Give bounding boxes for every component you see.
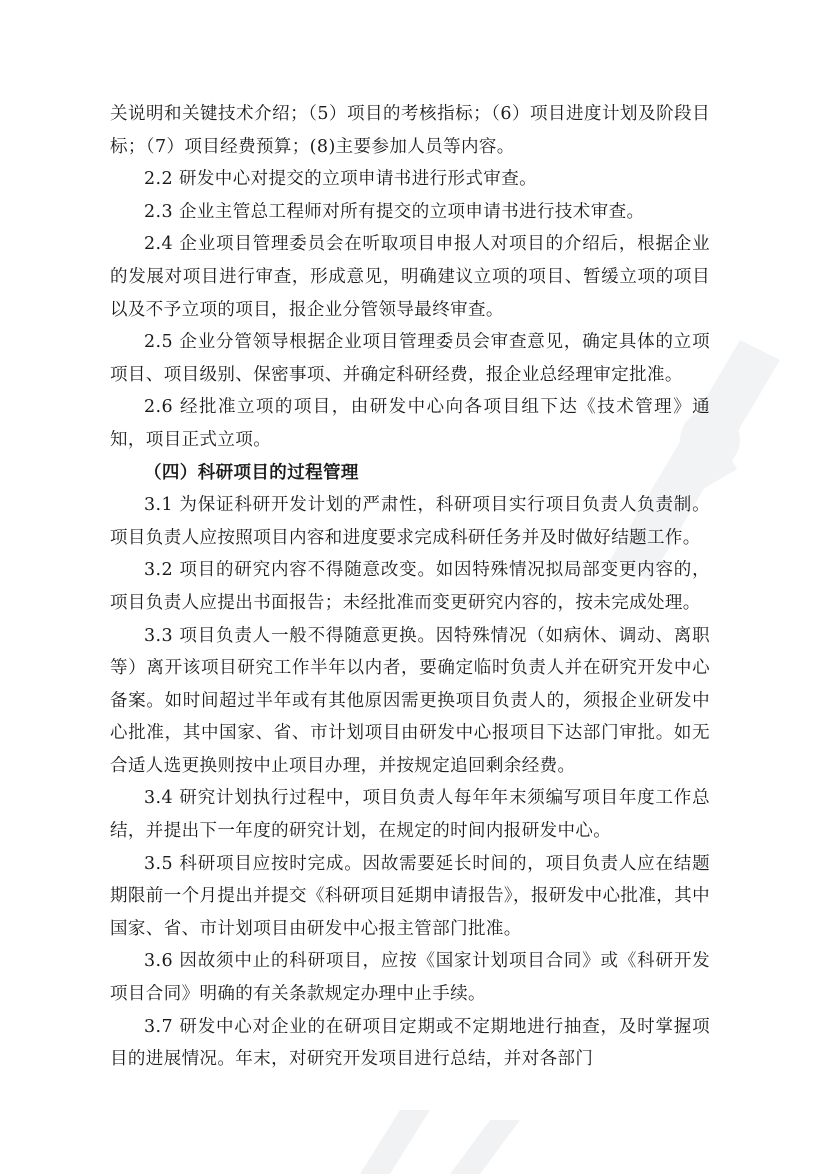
paragraph-2-6: 2.6 经批准立项的项目，由研发中心向各项目组下达《技术管理》通知，项目正式立项。 xyxy=(110,397,710,450)
paragraph-continuation: 关说明和关键技术介绍；（5）项目的考核指标；（6）项目进度计划及阶段目标；（7）项目经费预算；(8)主要参加人员等内容。 xyxy=(110,104,710,157)
paragraph-3-7: 3.7 研发中心对企业的在研项目定期或不定期地进行抽查，及时掌握项目的进展情况。年末，对研究开发项目进行总结，并对各部门 xyxy=(110,1016,710,1070)
watermark-graphic-bottom xyxy=(300,1090,560,1174)
document-body xyxy=(110,98,710,1076)
paragraph-3-1: 3.1 为保证科研开发计划的严肃性，科研项目实行项目负责人负责制。项目负责人应按照项目内容和进度要求完成科研任务并及时做好结题工作。 xyxy=(110,495,710,548)
paragraph-2-3: 2.3 企业主管总工程师对所有提交的立项申请书进行技术审查。 xyxy=(144,201,645,222)
section-heading: （四）科研项目的过程管理 xyxy=(144,462,359,483)
paragraph-2-2: 2.2 研发中心对提交的立项申请书进行形式审查。 xyxy=(144,169,537,190)
paragraph-3-3: 3.3 项目负责人一般不得随意更换。因特殊情况（如病休、调动、离职等）离开该项目研究工作半年以内者，要确定临时负责人并在研究开发中心备案。如时间超过半年或有其他原因需更换项目负责人的，须报企业研发中心批准，其中国家、省、市计划项目由研发中心报项目下达部门审批。如无合适人选更换则按中止项目办理，并按规定追回剩余经费。 xyxy=(110,625,710,776)
paragraph-3-6: 3.6 因故须中止的科研项目，应按《国家计划项目合同》或《科研开发项目合同》明确的有关条款规定办理中止手续。 xyxy=(110,951,710,1005)
paragraph-3-4: 3.4 研究计划执行过程中，项目负责人每年年末须编写项目年度工作总结，并提出下一年度的研究计划，在规定的时间内报研发中心。 xyxy=(110,788,710,842)
paragraph-3-2: 3.2 项目的研究内容不得随意改变。如因特殊情况拟局部变更内容的，项目负责人应提出书面报告；未经批准而变更研究内容的，按未完成处理。 xyxy=(110,560,710,613)
paragraph-2-4: 2.4 企业项目管理委员会在听取项目申报人对项目的介绍后，根据企业的发展对项目进行审查，形成意见，明确建议立项的项目、暂缓立项的项目以及不予立项的项目，报企业分管领导最终审查。 xyxy=(110,234,710,320)
paragraph-2-5: 2.5 企业分管领导根据企业项目管理委员会审查意见，确定具体的立项项目、项目级别、保密事项、并确定科研经费，报企业总经理审定批准。 xyxy=(110,332,710,385)
paragraph-3-5: 3.5 科研项目应按时完成。因故需要延长时间的，项目负责人应在结题期限前一个月提出并提交《科研项目延期申请报告》，报研发中心批准，其中国家、省、市计划项目由研发中心报主管部门批准。 xyxy=(110,853,710,939)
